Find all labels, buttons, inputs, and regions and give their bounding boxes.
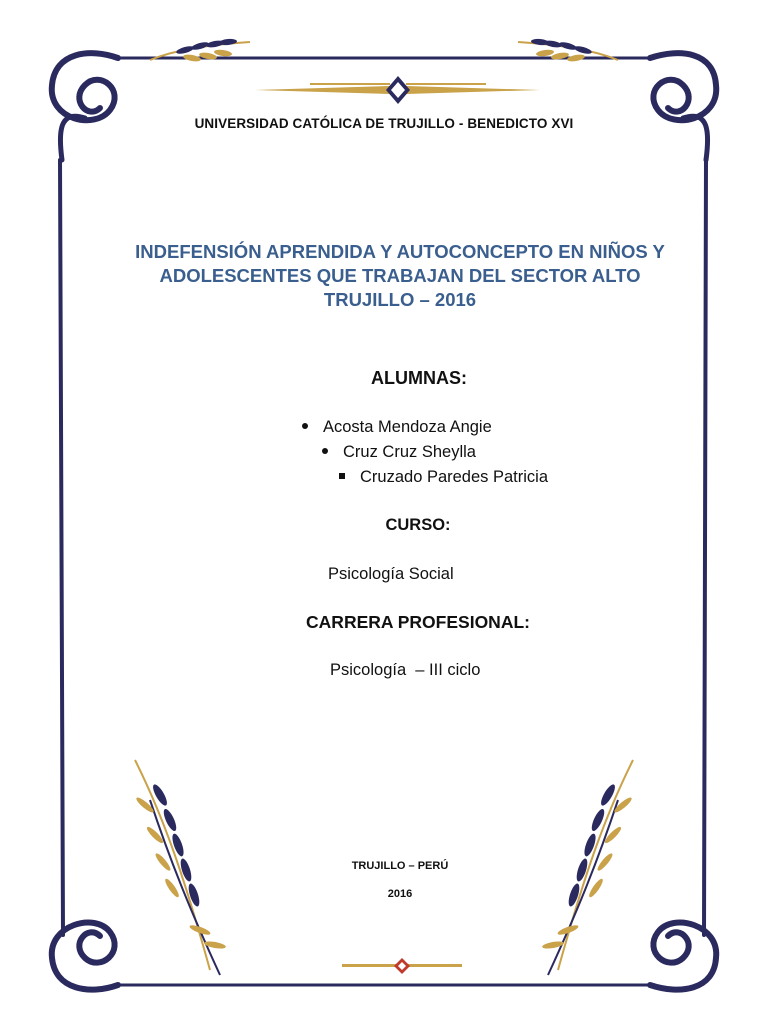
- career-heading: CARRERA PROFESIONAL:: [306, 612, 530, 632]
- student-name: Cruz Cruz Sheylla: [343, 443, 476, 461]
- student-list-item: [339, 468, 548, 487]
- bullet-icon: [322, 448, 328, 454]
- year: 2016: [387, 888, 413, 900]
- university-name: UNIVERSIDAD CATÓLICA DE TRUJILLO - BENEDICTO XVI: [194, 116, 574, 131]
- course-value: Psicología Social: [328, 565, 454, 583]
- student-name: Cruzado Paredes Patricia: [360, 468, 549, 486]
- city-country: TRUJILLO – PERÚ: [351, 860, 449, 872]
- student-name: Acosta Mendoza Angie: [323, 418, 492, 436]
- course-heading: CURSO:: [385, 516, 451, 534]
- career-value: Psicología – III ciclo: [330, 661, 481, 679]
- thesis-title: INDEFENSIÓN APRENDIDA Y AUTOCONCEPTO EN NIÑOS Y ADOLESCENTES QUE TRABAJAN DEL SECTOR ALTO TRUJILLO – 2016: [135, 241, 665, 310]
- student-list-item: [322, 443, 476, 462]
- students-heading: ALUMNAS:: [371, 368, 467, 388]
- student-list-item: [302, 418, 492, 437]
- bullet-icon: [302, 423, 308, 429]
- square-bullet-icon: [339, 473, 345, 479]
